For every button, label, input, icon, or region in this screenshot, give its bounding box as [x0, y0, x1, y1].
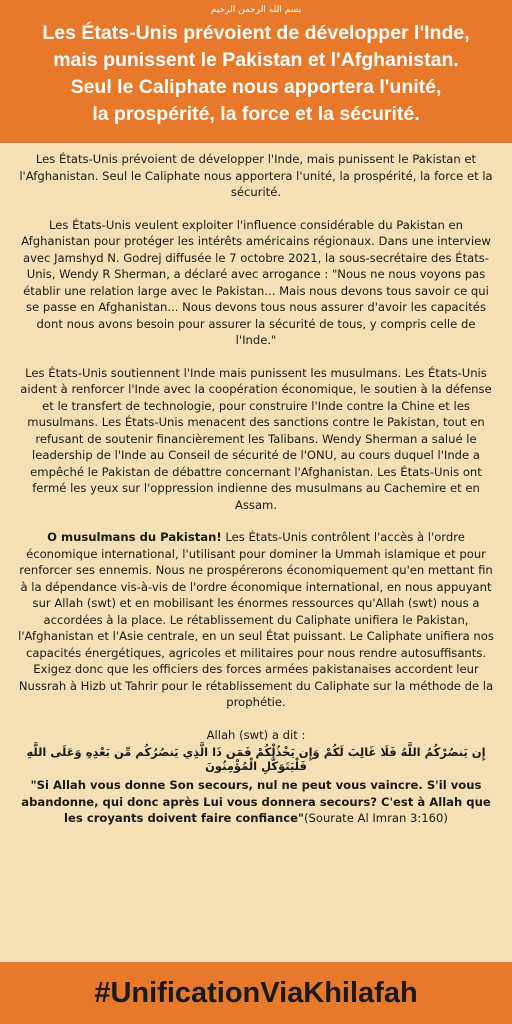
verse-arabic: إِن يَنصُرْكُمُ اللَّهُ فَلَا غَالِبَ لَكُمْ وَإِن يَخْذُلْكُمْ فَمَن ذَا الَّذِي يَنصُرُكُم مِّن بَعْدِهِ وَعَلَى اللَّهِ فَلْيَتَوَكَّلِ الْمُؤْمِنُونَ: [26, 745, 486, 773]
bismillah-text: بسم الله الرحمن الرحيم: [210, 5, 302, 15]
headline-line: Les États-Unis prévoient de développer l'Inde,: [42, 22, 470, 44]
verse-reference: (Sourate Al Imran 3:160): [303, 811, 448, 825]
intro-paragraph: Les États-Unis prévoient de développer l'Inde, mais punissent le Pakistan et l'Afghanistan. Seul le Caliphate nous apportera l'unité, la prospérité, la force et la sécurité.: [19, 152, 493, 199]
hashtag: #UnificationViaKhilafah: [94, 976, 418, 1009]
verse-intro: Allah (swt) a dit :: [206, 727, 306, 742]
headline-line: Seul le Caliphate nous apportera l'unité,: [70, 76, 442, 98]
article-body: [0, 143, 512, 827]
headline: [8, 20, 504, 128]
headline-line: la prospérité, la force et la sécurité.: [92, 103, 420, 125]
paragraph-lead: O musulmans du Pakistan!: [47, 530, 222, 544]
headline-line: mais punissent le Pakistan et l'Afghanistan.: [53, 49, 459, 71]
verse-translation: [16, 777, 496, 827]
paragraph-call-to-muslims: [16, 529, 496, 711]
header-banner: [0, 0, 512, 143]
footer-banner: [0, 962, 512, 1024]
paragraph-us-supports-india: Les États-Unis soutiennent l'Inde mais punissent les musulmans. Les États-Unis aident à renforcer l'Inde avec la coopération économique, le soutien à la défense et le transfert de technologie, pour construire l'Inde contre la Chine et les musulmans. Les États-Unis menacent des sanctions contre le Pakistan, tout en refusant de soutenir financièrement les Talibans. Wendy Sherman a salué le leadership de l'Inde au Conseil de sécurité de l'ONU, au cours duquel l'Inde a empêché le Pakistan de débattre concernant l'Afghanistan. Les États-Unis ont fermé les yeux sur l'oppression indienne des musulmans au Cachemire et en Assam.: [20, 365, 492, 512]
paragraph-sherman-interview: Les États-Unis veulent exploiter l'influence considérable du Pakistan en Afghanistan pour protéger les intérêts américains régionaux. Dans une interview avec Jamshyd N. Godrej diffusée le 7 octobre 2021, la sous-secrétaire des États-Unis, Wendy R Sherman, a déclaré avec arrogance : "Nous ne nous voyons pas établir une relation large avec le Pakistan... Mais nous devons tous savoir ce qui se passe en Afghanistan... Nous devons tous nous assurer d'avoir les capacités dont nous avons besoin pour assurer la sécurité de tous, y compris celle de l'Inde.": [21, 217, 491, 347]
verse-translation-text: "Si Allah vous donne Son secours, nul ne peut vous vaincre. S'il vous abandonne, qui donc après Lui vous donnera secours? C'est à Allah que les croyants doivent faire confiance": [21, 778, 491, 825]
paragraph-body: Les États-Unis contrôlent l'accès à l'ordre économique international, l'utilisant pour dominer la Ummah islamique et pour renforcer ses ennemis. Nous ne prospérerons économiquement qu'en mettant fin à la dépendance vis-à-vis de l'ordre économique international, en nous appuyant sur Allah (swt) et en mobilisant les énormes ressources qu'Allah (swt) nous a accordées à la place. Le rétablissement du Caliphate unifiera le Pakistan, l'Afghanistan et l'Asie centrale, en un seul État puissant. Le Caliphate unifiera nos capacités énergétiques, agricoles et militaires pour nous rendre autosuffisants. Exigez donc que les officiers des forces armées pakistanaises accordent leur Nussrah à Hizb ut Tahrir pour le rétablissement du Caliphate sur la méthode de la prophétie.: [18, 530, 494, 709]
